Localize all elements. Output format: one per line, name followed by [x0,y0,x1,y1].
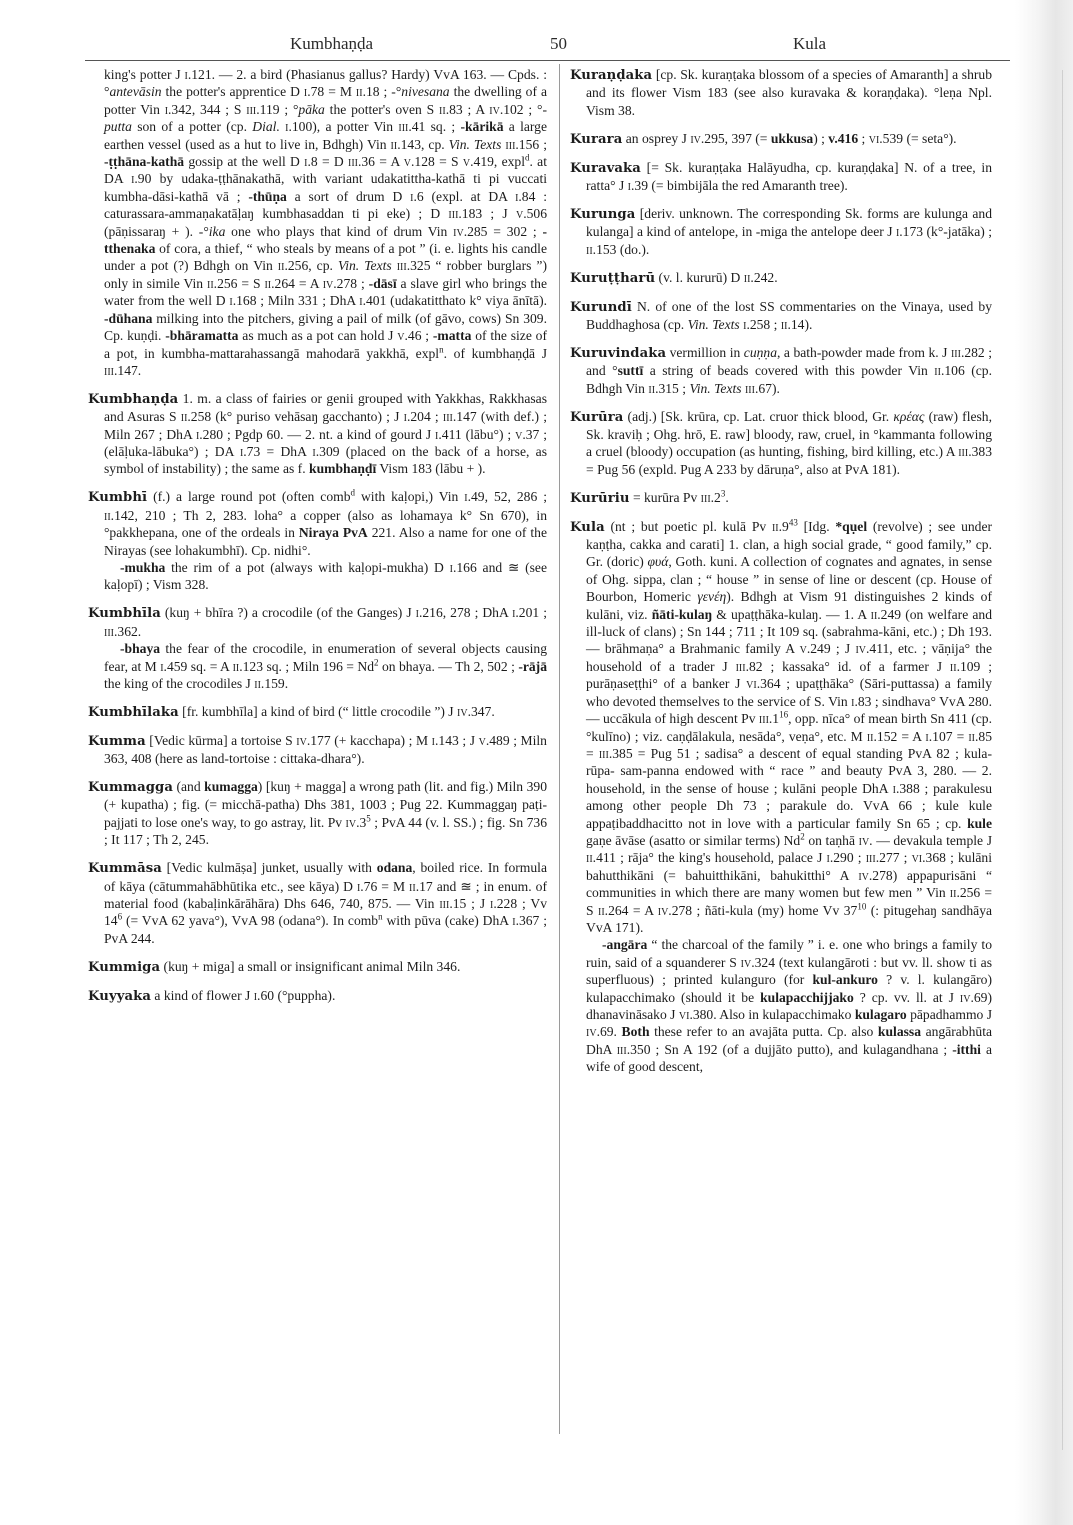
dictionary-entry-kuruttharu [570,269,992,287]
definition: king's potter J i.121. — 2. a bird (Phasianus gallus? Hardy) VvA 163. — Cpds. : °antevāsin the potter's apprentice D i.78 = M ii.18 ; -°nivesana the dwelling of a potter Vin i.342, 344 ; S iii.119 ; °pāka the potter's oven S ii.83 ; A iv.102 ; °-putta son of a potter (cp. Dial. i.100), a potter Vin iii.41 sq. ; -kārikā a large earthen vessel (used as a hut to live in, Bdhgh) Vin ii.143, cp. Vin. Texts iii.156 ; -ṭṭhāna-kathā gossip at the well D i.8 = D iii.36 = A v.128 = S v.419, expl$^d$. at DA i.90 by udaka-ṭṭhānakathā, with variant udakatittha-kathā ti pi vuccati kumbha-dāsi-kathā vā ; -thūṇa a sort of drum D i.6 (expl. at DA i.84 : caturassara-ammaṇakatāḷaŋ kumbhasaddan ti pi eke) ; D iii.183 ; J v.506 (pāṇissaraŋ + ). -°ika one who plays that kind of drum Vin iv.285 = 302 ; -tthenaka of cora, a thief, “ who steals by means of a pot ” (i. e. lights his candle under a pot (?) Bdhgh on Vin ii.256, cp. Vin. Texts iii.325 “ robber burglars ”) only in simile Vin ii.256 = S ii.264 = A iv.278 ; -dāsī a slave girl who brings the water from the well D i.168 ; Miln 331 ; DhA i.401 (udakatitthato k° viya ānītā). -dūhana milking into the pitchers, giving a pail of milk (of gāvo, cows) Sn 309. Cp. kuṇḍi. -bhāramatta as much as a pot can hold J v.46 ; -matta of the size of a pot, in kumbha-mattarahassangā mahodarā yakkhā, expl$^n$. of kumbhaṇḍā J iii.147. [104,67,548,378]
dictionary-entry-kumbhilaka [88,703,547,721]
definition: [Vedic kulmāṣa] junket, usually with odana, boiled rice. In formula of kāya (cātummahābhūtika etc., see kāya) D i.76 = M ii.17 and ≊ ; in enum. of material food (kabaḷinkārāhāra) Dhs 646, 740, 875. — Vin iii.15 ; J i.228 ; Vv $14^6$ (= VvA 62 yava°), VvA 98 (odana°). In comb$^n$ with pūva (cake) DhA i.367 ; PvA 244. [104,860,548,946]
definition: [deriv. unknown. The corresponding Sk. forms are kulunga and kulanga] a kind of antelope, in -miga the antelope deer J i.173 (k°-jatāka) ; ii.153 (do.). [586,205,992,257]
dictionary-entry-kurara [570,130,992,148]
dictionary-entry-kururiu [570,489,992,507]
headword: Kuraṇḍaka [570,68,653,83]
headword: Kuruvindaka [570,345,667,361]
headword: Kummagga [88,780,173,796]
left-running-head: Kumbhaṇḍa [290,34,374,53]
sub-entry: -mukha the rim of a pot (always with kaḷopi-mukha) D i.166 and ≊ (see kaḷopī) ; Vism 328. [104,559,547,593]
headword: Kumbhī [88,490,148,506]
headword: Kuyyaka [88,988,152,1004]
dictionary-entry-kumbhanda [88,390,547,478]
dictionary-entry-kuyyaka [88,987,547,1005]
definition: = kurūra Pv $iii.2^3$. [629,488,729,505]
definition: a kind of flower J i.60 (°puppha). [151,987,336,1003]
headword: Kummiga [88,959,161,975]
definition: [fr. kumbhīla] a kind of bird (“ little crocodile ”) J iv.347. [178,703,495,719]
headword: Kurara [570,131,623,147]
running-header [85,34,1010,58]
headword: Kurūra [570,409,624,425]
headword: Kumbhīla [88,606,161,622]
dictionary-entry-kummiga [88,958,547,976]
definition: vermillion in cuṇṇa, a bath-powder made from k. J iii.282 ; and °suttī a string of beads covered with this powder Vin ii.106 (cp. Bdhgh Vin ii.315 ; Vin. Texts iii.67). [586,344,992,396]
page-edge-line [1062,70,1063,1450]
headword: Kuruṭṭharū [570,270,656,286]
left-column [88,66,547,1016]
right-running-head: Kula [793,34,827,53]
header-rule [85,60,1010,61]
dictionary-entry-kumma [88,732,547,768]
dictionary-entry-kurura [570,408,992,479]
definition: (and kumagga) [kuŋ + magga] a wrong path (lit. and fig.) Miln 390 (+ kupatha) ; fig. (= micchā-patha) Dhs 381, 1003 ; Pug 22. Kummaggaŋ paṭi-pajjati to lose one's way, to go astray, lit. Pv $iv.3^5$ ; PvA 44 (v. l. SS.) ; fig. Sn 736 ; It 117 ; Th 2, 245. [104,779,547,848]
dictionary-entry-kuruvindaka [570,344,992,397]
headword: Kurūriu [570,490,630,506]
headword: Kumbhaṇḍa [88,391,179,407]
dictionary-entry-kula [570,518,992,1076]
definition: (adj.) [Sk. krūra, cp. Lat. cruor thick blood, Gr. κρέας (raw) flesh, Sk. kraviḥ ; Ohg. hrō, E. raw] bloody, raw, cruel, in °kammanta following a cruel (bloody) occupation (as hunting, fishing, bird killing, etc.) A iii.383 = Pug 56 (expld. Pug A 233 by dāruṇa°, also at PvA 181). [586,408,992,477]
dictionary-entry-kuravaka [570,159,992,195]
dictionary-entry-kumbhakara-continued [88,66,547,379]
dictionary-entry-kummasa [88,859,547,947]
dictionary-entry-kumbhila [88,604,547,692]
definition: (kuŋ + miga] a small or insignificant animal Miln 346. [160,958,461,974]
headword: Kumbhīlaka [88,704,179,720]
dictionary-entry-kumbhi [88,488,547,593]
headword: Kuravaka [570,160,641,176]
definition: 1. m. a class of fairies or genii grouped with Yakkhas, Rakkhasas and Asuras S ii.258 (k° puriso vehāsaŋ gacchanto) ; J i.204 ; iii.147 (with def.) ; Miln 267 ; DhA i.280 ; Pgdp 60. — 2. nt. a kind of gourd J i.411 (lābu°) ; v.37 ; (elāḷuka-lābuka°) ; DA i.73 = DhA i.309 (placed on the back of a horse, as symbol of instability) ; the same as f. kumbhaṇḍī Vism 183 (lābu + ). [104,390,547,477]
dictionary-entry-kurunga [570,205,992,258]
dictionary-entry-kurundi [570,298,992,334]
page-number: 50 [550,34,567,53]
right-column [570,66,992,1086]
headword: Kula [570,519,605,535]
headword: Kumma [88,733,146,749]
definition: [= Sk. kuraṇṭaka Halāyudha, cp. kuraṇḍaka] N. of a tree, in ratta° J i.39 (= bimbijāla the red Amaranth tree). [586,159,992,194]
headword: Kurunga [570,206,636,222]
definition: (kuŋ + bhīra ?) a crocodile (of the Ganges) J i.216, 278 ; DhA i.201 ; iii.362. [104,605,547,639]
headword: Kummāsa [88,861,162,877]
definition: (nt ; but poetic pl. kulā Pv $ii.9^{43}$ [Idg. *qụel (revolve) ; see under kaṇṭha, cakka and carati] 1. clan, a high social grade, “ good family,” cp. Gr. (doric) φυά, Goth. kuni. A collection of cognates and agnates, in sense of Ohg. sippa, clan ; “ house ” in sense of line or descent (cp. House of Bourbon, Homeric γενέη). Bdhgh at Vism 91 distinguishes 2 kinds of kulāni, viz. ñāti-kulaŋ & upaṭṭhāka-kulaŋ. — 1. A ii.249 (on welfare and ill-luck of clans) ; Sn 144 ; 711 ; It 109 sq. (sabrahma-kāni, etc.) ; Dh 193. — brāhmaṇa° a Brahmanic family A v.249 ; J iv.411, etc. ; vāṇija° the household of a trader J iii.82 ; kassaka° id. of a farmer J ii.109 ; purāṇaseṭṭhi° of a banker J vi.364 ; upaṭṭhāka° (Sāri-puttassa) a family who devoted themselves to the service of S. Vin i.83 ; sindhava° VvA 280. — uccākula of high descent Pv $iii.1^{16}$, opp. nīca° of mean birth Sn 411 (cp. °kulīno) ; viz. caṇḍālakula, nesāda°, veṇa°, etc. M ii.152 = A i.107 = ii.85 = iii.385 = Pug 51 ; sadisa° a descent of equal standing PvA 82 ; kula-rūpa- sam-panna endowed with “ race ” and beauty PvA 3, 280. — 2. household, in the sense of house ; kulāni people DhA i.388 ; parakulesu among other people Dh 73 ; parakule do. VvA 66 ; kule kule appaṭibaddhacitto not in love with a particular family Sn 65 ; cp. kule gaṇe āvāse (asatto or similar terms) Nd$^2$ on taṇhā iv. — devakula temple J ii.411 ; rāja° the king's household, palace J i.290 ; iii.277 ; vi.368 ; kulāni bahutthikāni (= bahuitthikāni, bahukitthi° A iv.278) appapurisāni “ communities in which there are many women but few men ” Vin ii.256 = S ii.264 = A iv.278 ; ñāti-kula (my) home Vv $37^{10}$ (: pitugehaŋ sandhāya VvA 171). [586,517,993,935]
definition: [Vedic kūrma] a tortoise S iv.177 (+ kacchapa) ; M i.143 ; J v.489 ; Miln 363, 408 (here as land-tortoise : cittaka-dhara°). [104,732,547,767]
definition: [cp. Sk. kuraṇṭaka blossom of a species of Amaranth] a shrub and its flower Vism 183 (see also kuravaka & koraṇḍaka). °leṇa Npl. Vism 38. [586,67,992,118]
dictionary-entry-kurandaka [570,66,992,119]
page-edge-shadow [1015,0,1073,1525]
dictionary-entry-kummagga [88,778,547,849]
definition: an osprey J iv.295, 397 (= ukkusa) ; v.416 ; vi.539 (= seta°). [622,130,957,146]
column-divider [559,64,560,1434]
definition: N. of one of the lost SS commentaries on the Vinaya, used by Buddhaghosa (cp. Vin. Texts i.258 ; ii.14). [586,298,992,332]
headword: Kurundī [570,299,632,315]
definition: (v. l. kururū) D ii.242. [655,269,778,285]
sub-entry: -bhaya the fear of the crocodile, in enumeration of several objects causing fear, at M i.459 sq. = A ii.123 sq. ; Miln $196 = Nd^2$ on bhaya. — Th 2, 502 ; -rājā the king of the crocodiles J ii.159. [104,641,547,691]
sub-entry: -angāra “ the charcoal of the family ” i. e. one who brings a family to ruin, said of a squanderer S iv.324 (text kulangāroti : but vv. ll. show ti as superfluous) ; printed kulanguro (for kul-ankuro ? v. l. kulangāro) kulapacchimako (should it be kulapacchijjako ? cp. vv. ll. at J iv.69) dhanavināsako J vi.380. Also in kulapacchimako kulagaro pāpadhammo J iv.69. Both these refer to an avajāta putta. Cp. also kulassa angārabhūta DhA iii.350 ; Sn A 192 (of a dujjāto putto), and kulagandhana ; -itthi a wife of good descent, [586,937,993,1075]
definition: (f.) a large round pot (often comb$^d$ with kaḷopi,) Vin i.49, 52, 286 ; ii.142, 210 ; Th 2, 283. loha° a copper (also as lohamaya k° Sn 670), in °pakkhepana, one of the ordeals in Niraya PvA 221. Also a name for one of the Nirayas (see lohakumbhī). Cp. nidhi°. [104,487,548,558]
